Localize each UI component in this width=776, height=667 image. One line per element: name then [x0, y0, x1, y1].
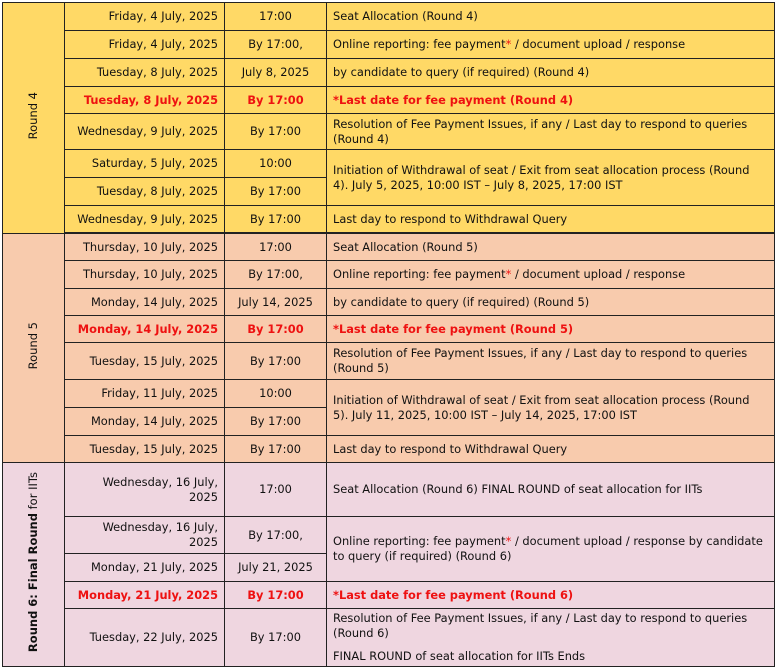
- time-cell: By 17:00: [225, 408, 327, 436]
- date-cell: Wednesday, 9 July, 2025: [65, 206, 225, 233]
- time-cell: By 17:00: [225, 582, 327, 609]
- time-cell: 17:00: [225, 463, 327, 517]
- date-cell: Tuesday, 22 July, 2025: [65, 609, 225, 667]
- date-cell: Tuesday, 15 July, 2025: [65, 436, 225, 463]
- time-cell: July 8, 2025: [225, 59, 327, 87]
- description-cell: Seat Allocation (Round 4): [327, 3, 775, 31]
- asterisk-mark: *: [505, 534, 512, 548]
- date-cell: Saturday, 5 July, 2025: [65, 150, 225, 178]
- round-label-cell: [3, 463, 65, 667]
- table-row: [3, 463, 775, 517]
- description-cell: by candidate to query (if required) (Round 5): [327, 289, 775, 316]
- round-label: Round 6: Final Round for IITs: [26, 472, 40, 653]
- time-cell: By 17:00: [225, 114, 327, 150]
- date-cell: Wednesday, 9 July, 2025: [65, 114, 225, 150]
- description-cell: [327, 31, 775, 59]
- table-row: [3, 609, 775, 667]
- description-cell: Resolution of Fee Payment Issues, if any / Last day to respond to queries (Round 5): [327, 343, 775, 380]
- date-cell: Tuesday, 8 July, 2025: [65, 178, 225, 206]
- date-cell: Wednesday, 16 July, 2025: [65, 517, 225, 554]
- time-cell: By 17:00,: [225, 261, 327, 289]
- description-cell: Last day to respond to Withdrawal Query: [327, 206, 775, 233]
- round-label: Round 4: [26, 92, 40, 140]
- time-cell: By 17:00: [225, 436, 327, 463]
- table-row: [3, 87, 775, 114]
- description-text: / document upload / response by candidate to query (if required) (Round 6): [333, 534, 763, 563]
- table-row: [3, 150, 775, 178]
- description-cell: Last day to respond to Withdrawal Query: [327, 436, 775, 463]
- date-cell: Friday, 11 July, 2025: [65, 380, 225, 408]
- description-cell: [327, 609, 775, 667]
- date-cell: Thursday, 10 July, 2025: [65, 234, 225, 261]
- table-row: [3, 261, 775, 289]
- description-text: Resolution of Fee Payment Issues, if any / Last day to respond to queries (Round 6): [333, 611, 748, 640]
- time-cell: 10:00: [225, 150, 327, 178]
- date-cell: Tuesday, 8 July, 2025: [65, 59, 225, 87]
- description-text: Online reporting: fee payment: [333, 534, 506, 548]
- time-cell: By 17:00: [225, 609, 327, 667]
- table-row: [3, 234, 775, 261]
- table-row: [3, 517, 775, 554]
- description-cell: *Last date for fee payment (Round 5): [327, 316, 775, 343]
- date-cell: Tuesday, 15 July, 2025: [65, 343, 225, 380]
- time-cell: July 14, 2025: [225, 289, 327, 316]
- time-cell: 10:00: [225, 380, 327, 408]
- time-cell: By 17:00,: [225, 31, 327, 59]
- description-text: Online reporting: fee payment: [333, 267, 506, 281]
- date-cell: Monday, 14 July, 2025: [65, 408, 225, 436]
- date-cell: Wednesday, 16 July, 2025: [65, 463, 225, 517]
- date-cell: Friday, 4 July, 2025: [65, 3, 225, 31]
- asterisk-mark: *: [505, 37, 512, 51]
- time-cell: 17:00: [225, 234, 327, 261]
- description-cell: Resolution of Fee Payment Issues, if any / Last day to respond to queries (Round 4): [327, 114, 775, 150]
- table-row: [3, 316, 775, 343]
- description-text: / document upload / response: [511, 267, 686, 281]
- table-row: [3, 114, 775, 150]
- table-row: [3, 380, 775, 408]
- table-row: [3, 31, 775, 59]
- schedule-table: [2, 2, 775, 667]
- table-row: [3, 436, 775, 463]
- time-cell: By 17:00: [225, 316, 327, 343]
- table-row: [3, 3, 775, 31]
- description-cell: by candidate to query (if required) (Round 4): [327, 59, 775, 87]
- description-text: Online reporting: fee payment: [333, 37, 506, 51]
- date-cell: Monday, 21 July, 2025: [65, 582, 225, 609]
- description-cell: [327, 261, 775, 289]
- description-cell: Seat Allocation (Round 5): [327, 234, 775, 261]
- time-cell: 17:00: [225, 3, 327, 31]
- time-cell: By 17:00: [225, 206, 327, 233]
- date-cell: Friday, 4 July, 2025: [65, 31, 225, 59]
- time-cell: By 17:00: [225, 343, 327, 380]
- table-row: [3, 206, 775, 233]
- description-text: / document upload / response: [511, 37, 686, 51]
- round-label-cell: [3, 3, 65, 234]
- description-text: FINAL ROUND of seat allocation for IITs Ends: [333, 649, 586, 663]
- round-label: Round 5: [26, 322, 40, 370]
- date-cell: Thursday, 10 July, 2025: [65, 261, 225, 289]
- date-cell: Tuesday, 8 July, 2025: [65, 87, 225, 114]
- time-cell: By 17:00: [225, 178, 327, 206]
- table-row: [3, 582, 775, 609]
- description-cell: Seat Allocation (Round 6) FINAL ROUND of seat allocation for IITs: [327, 463, 775, 517]
- asterisk-mark: *: [505, 267, 512, 281]
- description-cell: *Last date for fee payment (Round 6): [327, 582, 775, 609]
- date-cell: Monday, 14 July, 2025: [65, 316, 225, 343]
- table-row: [3, 59, 775, 87]
- table-row: [3, 343, 775, 380]
- description-cell: [327, 517, 775, 582]
- description-cell: Initiation of Withdrawal of seat / Exit from seat allocation process (Round 4). July 5, 2025, 10:00 IST – July 8, 2025, 17:00 IST: [327, 150, 775, 206]
- round-label-cell: [3, 234, 65, 463]
- time-cell: By 17:00: [225, 87, 327, 114]
- description-cell: *Last date for fee payment (Round 4): [327, 87, 775, 114]
- time-cell: By 17:00,: [225, 517, 327, 554]
- date-cell: Monday, 21 July, 2025: [65, 554, 225, 582]
- date-cell: Monday, 14 July, 2025: [65, 289, 225, 316]
- table-row: [3, 289, 775, 316]
- description-cell: Initiation of Withdrawal of seat / Exit from seat allocation process (Round 5). July 11, 2025, 10:00 IST – July 14, 2025, 17:00 IST: [327, 380, 775, 436]
- time-cell: July 21, 2025: [225, 554, 327, 582]
